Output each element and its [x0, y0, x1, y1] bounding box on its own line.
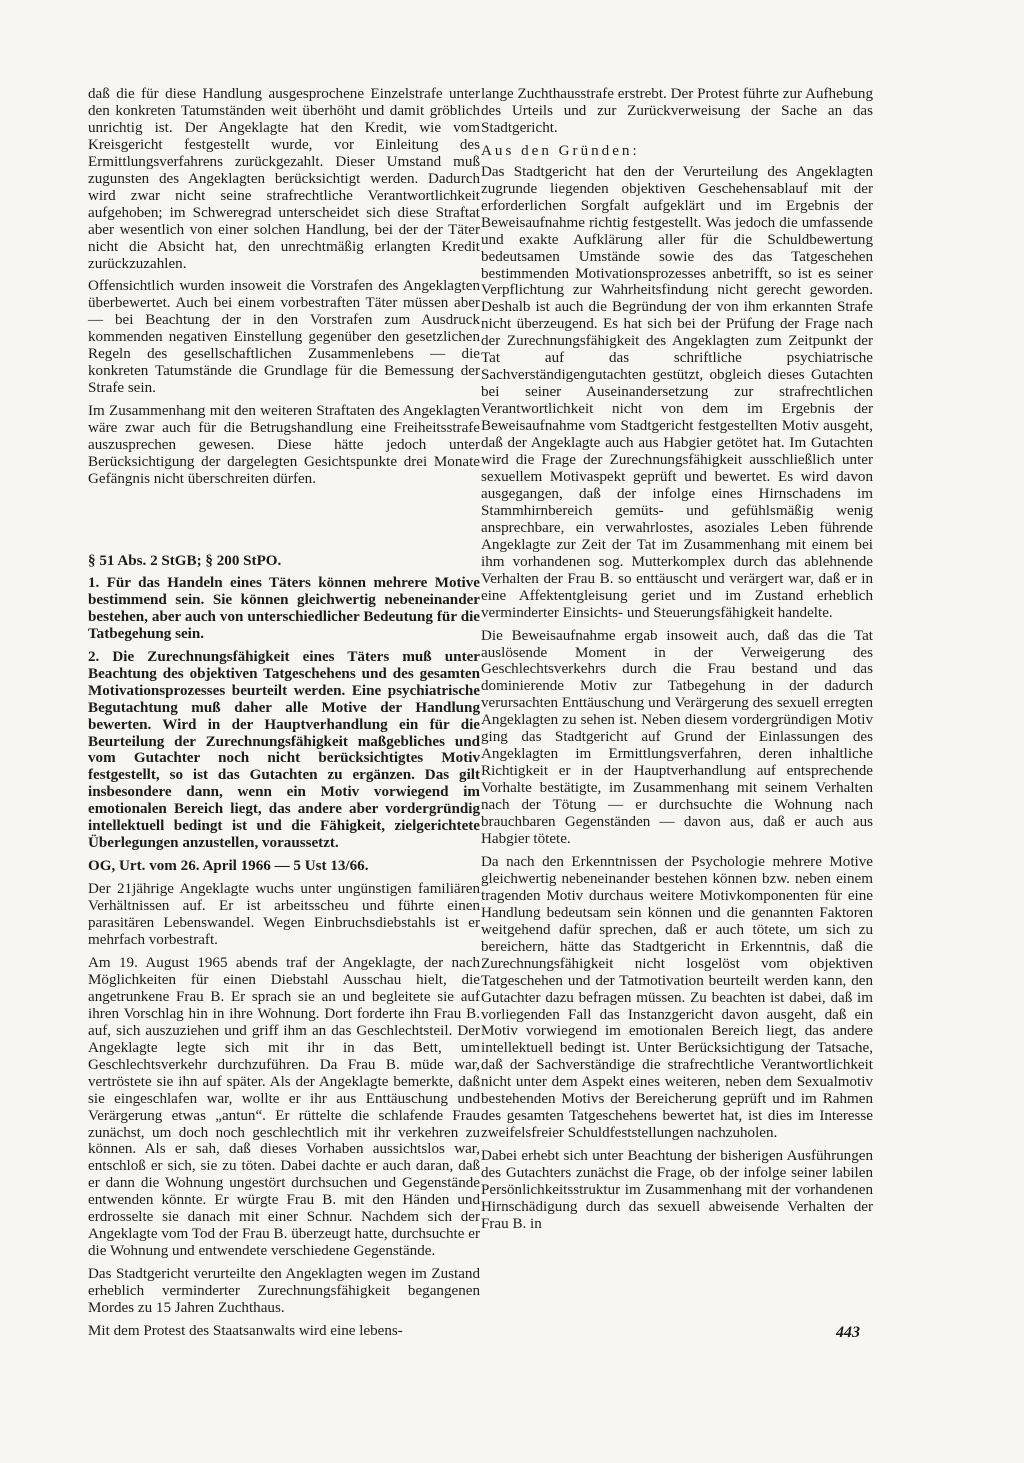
- paragraph: Da nach den Erkenntnissen der Psychologie mehrere Motive gleichwertig nebeneinander bestehen können bzw. neben einem tragenden Motiv durchaus weitere Motivkomponenten für eine Handlung bedeutsam sein können und die genannten Faktoren weitgehend dafür sprechen, daß er auch tötete, um sich zu bereichern, hätte das Stadtgericht in Erkenntnis, daß die Zurechnungsfähigkeit nicht losgelöst vom objektiven Tatgeschehen und der Tatmotivation beurteilt werden kann, den Gutachter dazu befragen müssen. Zu beachten ist dabei, daß im vorliegenden Fall das Instanzgericht davon ausgeht, daß ein Motiv vorwiegend im emotionalen Bereich liegt, das andere intellektuell bedingt ist. Unter Berücksichtigung der Tatsache, daß der Sachverständige die strafrechtliche Verantwortlichkeit nicht unter dem Aspekt eines weiteren, neben dem Sexualmotiv bestehenden Motivs der Bereicherung geprüft und im Rahmen des gesamten Tatgeschehens bewertet hat, ist dies im Interesse zweifelsfreier Schuldfeststellungen nachzuholen.: [481, 853, 873, 1142]
- paragraph: Dabei erhebt sich unter Beachtung der bisherigen Ausführungen des Gutachters zunächst die Frage, ob der infolge seiner labilen Persönlichkeitsstruktur im Zusammenhang mit der vorhandenen Hirnschädigung durch das sexuell abweisende Verhalten der Frau B. in: [481, 1148, 873, 1232]
- paragraph: daß die für diese Handlung ausgesprochene Einzelstrafe unter den konkreten Tatumständen weit überhöht und damit gröblich unrichtig ist. Der Angeklagte hat den Kredit, wie vom Kreisgericht festgestellt wurde, vor Einleitung des Ermittlungsverfahrens zurückgezahlt. Dieser Umstand muß zugunsten des Angeklagten berücksichtigt werden. Dadurch wird zwar nicht seine strafrechtliche Verantwortlichkeit aufgehoben; im Schweregrad unterscheidet sich diese Straftat aber wesentlich von einer solchen Handlung, bei der der Täter nicht die Absicht hat, den unrechtmäßig erlangten Kredit zurückzuzahlen.: [88, 86, 480, 272]
- paragraph: Offensichtlich wurden insoweit die Vorstrafen des Angeklagten überbewertet. Auch bei einem vorbestraften Täter müssen aber — bei Beachtung der in den Vorstrafen zum Ausdruck kommenden negativen Einstellung gegenüber den gesetzlichen Regeln des gesellschaftlichen Zusammenlebens — die konkreten Tatumstände die Grundlage für die Bemessung der Strafe sein.: [88, 278, 480, 397]
- grounds-heading: Aus den Gründen:: [481, 142, 640, 159]
- paragraph: lange Zuchthausstrafe erstrebt. Der Protest führte zur Aufhebung des Urteils und zur Zurückverweisung der Sache an das Stadtgericht.: [481, 86, 873, 136]
- section-heading: § 51 Abs. 2 StGB; § 200 StPO.: [88, 553, 282, 569]
- paragraph: Das Stadtgericht verurteilte den Angeklagten wegen im Zustand erheblich verminderter Zurechnungsfähigkeit begangenen Mordes zu 15 Jahren Zuchthaus.: [88, 1266, 480, 1317]
- paragraph: Am 19. August 1965 abends traf der Angeklagte, der nach Möglichkeiten für einen Diebstahl Ausschau hielt, die angetrunkene Frau B. Er sprach sie an und begleitete sie auf ihren Vorschlag hin in ihre Wohnung. Dort forderte ihn Frau B. auf, sich auszuziehen und griff ihm an das Geschlechtsteil. Der Angeklagte legte sich mit ihr in das Bett, um Geschlechtsverkehr durchzuführen. Da Frau B. müde war, vertröstete sie ihn auf später. Als der Angeklagte bemerkte, daß sie eingeschlafen war, wollte er ihr aus Enttäuschung und Verärgerung etwas „antun“. Er rüttelte die schlafende Frau zunächst, um doch noch geschlechtlich mit ihr verkehren zu können. Als er sah, daß dieses Vorhaben aussichtslos war, entschloß er sich, sie zu töten. Dabei dachte er auch daran, daß er dann die Wohnung ungestört durchsuchen und Gegenstände entwenden könnte. Er würgte Frau B. mit den Händen und erdrosselte sie danach mit einer Schnur. Nachdem sich der Angeklagte vom Tod der Frau B. überzeugt hatte, durchsuchte er die Wohnung und entwendete verschiedene Gegenstände.: [88, 954, 480, 1260]
- guiding-principle-1: 1. Für das Handeln eines Täters können mehrere Motive bestimmend sein. Sie können gleichwertig nebeneinander bestehen, aber auch von unterschiedlicher Bedeutung für die Tatbegehung sein.: [88, 574, 480, 642]
- paragraph: Mit dem Protest des Staatsanwalts wird eine lebens-: [88, 1322, 403, 1339]
- paragraph: Das Stadtgericht hat den der Verurteilung des Angeklagten zugrunde liegenden objektiven Geschehensablauf mit der erforderlichen Sorgfalt aufgeklärt und im Ergebnis der Beweisaufnahme richtig festgestellt. Was jedoch die umfassende und exakte Aufklärung aller für die Schuldbewertung bedeutsamen Umstände sowie des das Tatgeschehen bestimmenden Motivationsprozesses anbetrifft, so ist es seiner Verpflichtung zur Wahrheitsfindung nicht gerecht geworden. Deshalb ist auch die Begründung der von ihm erkannten Strafe nicht überzeugend. Es hat sich bei der Prüfung der Frage nach der Zurechnungsfähigkeit des Angeklagten zum Zeitpunkt der Tat auf das schriftliche psychiatrische Sachverständigengutachten gestützt, obgleich dieses Gutachten bei seiner Auseinandersetzung zur strafrechtlichen Verantwortlichkeit nicht von dem im Ergebnis der Beweisaufnahme vom Stadtgericht festgestellten Motiv ausgeht, daß der Angeklagte auch aus Habgier getötet hat. Im Gutachten wird die Frage der Zurechnungsfähigkeit ausschließlich unter sexuellem Motivaspekt geprüft und bewertet. Es wird davon ausgegangen, daß der infolge eines Hirnschadens im Stammhirnbereich gemüts- und gefühlsmäßig wenig ansprechbare, ein verwahrlostes, asoziales Leben führende Angeklagte zur Zeit der Tat im Zusammenhang mit einem bei ihm vorhandenen sog. Mutterkomplex durch das ablehnende Verhalten der Frau B. so enttäuscht und verärgert war, daß er in eine Affektentgleisung geriet und im Zustand erheblich verminderter Einsichts- und Steuerungsfähigkeit handelte.: [481, 163, 873, 621]
- left-column-case: [88, 553, 480, 1346]
- paragraph: Die Beweisaufnahme ergab insoweit auch, daß das die Tat auslösende Moment in der Verweigerung des Geschlechtsverkehrs durch die Frau bestand und das dominierende Motiv zur Tatbegehung in der dadurch verursachten Enttäuschung und Verärgerung des sexuell erregten Angeklagten zu sehen ist. Neben diesem vordergründigen Motiv ging das Stadtgericht auf Grund der Einlassungen des Angeklagten im Ermittlungsverfahren, deren inhaltliche Richtigkeit er in der Hauptverhandlung auf entsprechende Vorhalte bestätigte, im Zusammenhang mit seinem Verhalten nach der Tötung — er durchsuchte die Wohnung nach brauchbaren Gegenständen — davon aus, daß er auch aus Habgier tötete.: [481, 627, 873, 847]
- page-number: 443: [836, 1324, 860, 1341]
- guiding-principle-2: 2. Die Zurechnungsfähigkeit eines Täters muß unter Beachtung des objektiven Tatgeschehens und des gesamten Motivationsprozesses beurteilt werden. Eine psychiatrische Begutachtung muß daher alle Motive der Handlung bewerten. Wird in der Hauptverhandlung ein für die Beurteilung der Zurechnungsfähigkeit maßgebliches und vom Gutachter noch nicht berücksichtigtes Motiv festgestellt, so ist das Gutachten zu ergänzen. Das gilt insbesondere dann, wenn ein Motiv vorwiegend im emotionalen Bereich liegt, das andere aber vordergründig intellektuell bedingt ist und die Fähigkeit, zielgerichtete Überlegungen anzustellen, voraussetzt.: [88, 648, 480, 852]
- paragraph: Im Zusammenhang mit den weiteren Straftaten des Angeklagten wäre zwar auch für die Betrugshandlung eine Freiheitsstrafe auszusprechen gewesen. Diese hätte jedoch unter Berücksichtigung der dargelegten Gesichtspunkte drei Monate Gefängnis nicht überschreiten dürfen.: [88, 403, 480, 487]
- paragraph: Der 21jährige Angeklagte wuchs unter ungünstigen familiären Verhältnissen auf. Er ist arbeitsscheu und führte einen parasitären Lebenswandel. Wegen Einbruchsdiebstahls ist er mehrfach vorbestraft.: [88, 881, 480, 949]
- court-citation: OG, Urt. vom 26. April 1966 — 5 Ust 13/66.: [88, 858, 369, 875]
- right-column: [481, 86, 873, 1239]
- left-column-top: [88, 86, 480, 494]
